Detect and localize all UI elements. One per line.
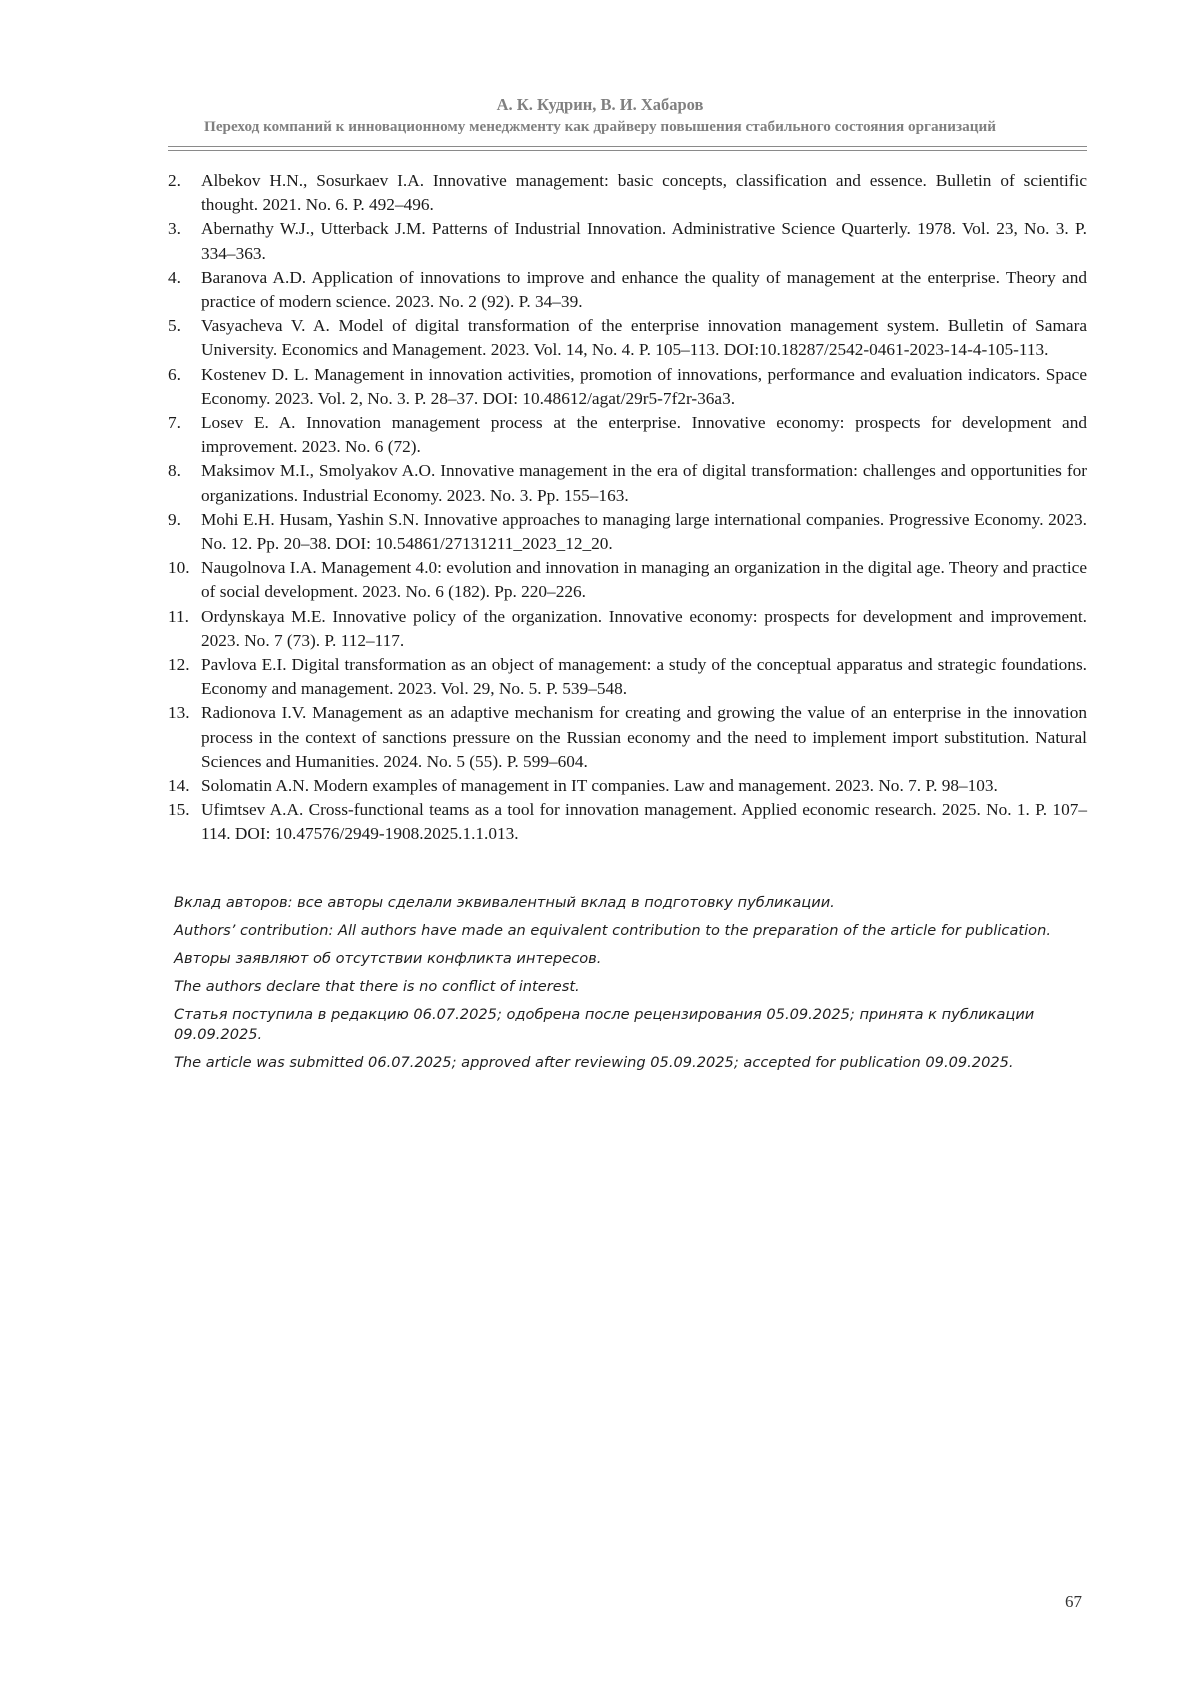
reference-text: Radionova I.V. Management as an adaptive mechanism for creating and growing the value of an enterprise in the innovation process in the context of sanctions pressure on the Russian economy and the need to implement import substitution. Natural Sciences and Humanities. 2024. No. 5 (55). P. 599–604. bbox=[201, 703, 1087, 771]
header-rule-top bbox=[168, 146, 1087, 147]
header-title: Переход компаний к инновационному менеджменту как драйверу повышения стабильного состояния организаций bbox=[204, 118, 996, 135]
reference-number: 6. bbox=[168, 364, 181, 384]
reference-number: 13. bbox=[168, 703, 190, 723]
reference-item bbox=[168, 508, 1087, 556]
page-number: 67 bbox=[1065, 1592, 1082, 1611]
dates-note-en: The article was submitted 06.07.2025; approved after reviewing 05.09.2025; accepted for publication 09.09.2025. bbox=[174, 1054, 1014, 1071]
reference-text: Mohi E.H. Husam, Yashin S.N. Innovative approaches to managing large international companies. Progressive Economy. 2023. No. 12. Pp. 20–38. DOI: 10.54861/27131211_2023_12_20. bbox=[201, 509, 1087, 554]
conflict-note-ru: Авторы заявляют об отсутствии конфликта интересов. bbox=[174, 950, 602, 967]
reference-item bbox=[168, 556, 1087, 604]
reference-item bbox=[168, 363, 1087, 411]
contribution-note-ru: Вклад авторов: все авторы сделали эквивалентный вклад в подготовку публикации. bbox=[174, 894, 835, 911]
reference-number: 5. bbox=[168, 316, 181, 336]
running-header bbox=[0, 94, 1200, 138]
header-rule-bottom bbox=[168, 150, 1087, 151]
reference-item bbox=[168, 798, 1087, 846]
article-notes bbox=[174, 893, 1094, 1081]
reference-number: 8. bbox=[168, 461, 181, 481]
dates-note-ru: Статья поступила в редакцию 06.07.2025; одобрена после рецензирования 05.09.2025; принята к публикации 09.09.2025. bbox=[174, 1006, 1035, 1043]
conflict-note-en: The authors declare that there is no conflict of interest. bbox=[174, 978, 580, 995]
reference-number: 9. bbox=[168, 509, 181, 529]
reference-number: 10. bbox=[168, 558, 190, 578]
reference-item bbox=[168, 169, 1087, 217]
reference-text: Losev E. A. Innovation management process at the enterprise. Innovative economy: prospects for development and improvement. 2023. No. 6 (72). bbox=[201, 413, 1087, 457]
reference-text: Kostenev D. L. Management in innovation activities, promotion of innovations, performance and evaluation indicators. Space Economy. 2023. Vol. 2, No. 3. P. 28–37. DOI: 10.48612/agat/29r5-7f2r-36a3. bbox=[201, 364, 1087, 408]
reference-text: Pavlova E.I. Digital transformation as an object of management: a study of the conceptual apparatus and strategic foundations. Economy and management. 2023. Vol. 29, No. 5. P. 539–548. bbox=[201, 655, 1087, 699]
reference-number: 3. bbox=[168, 219, 181, 239]
reference-number: 2. bbox=[168, 171, 181, 190]
reference-text: Maksimov M.I., Smolyakov A.O. Innovative management in the era of digital transformation: challenges and opportunities for organizations. Industrial Economy. 2023. No. 3. Pp. 155–163. bbox=[201, 461, 1087, 505]
reference-text: Naugolnova I.A. Management 4.0: evolution and innovation in managing an organization in the digital age. Theory and practice of social development. 2023. No. 6 (182). Pp. 220–226. bbox=[201, 558, 1087, 602]
reference-item bbox=[168, 217, 1087, 265]
reference-item bbox=[168, 411, 1087, 459]
reference-text: Solomatin A.N. Modern examples of management in IT companies. Law and management. 2023. No. 7. P. 98–103. bbox=[201, 776, 998, 796]
reference-number: 12. bbox=[168, 655, 190, 675]
reference-text: Albekov H.N., Sosurkaev I.A. Innovative management: basic concepts, classification and essence. Bulletin of scientific thought. 2021. No. 6. P. 492–496. bbox=[201, 171, 1087, 215]
reference-number: 4. bbox=[168, 267, 181, 287]
reference-number: 7. bbox=[168, 413, 181, 433]
reference-list bbox=[168, 169, 1087, 847]
reference-item bbox=[168, 605, 1087, 653]
reference-text: Baranova A.D. Application of innovations to improve and enhance the quality of management at the enterprise. Theory and practice of modern science. 2023. No. 2 (92). P. 34–39. bbox=[201, 267, 1087, 312]
reference-item bbox=[168, 701, 1087, 774]
reference-text: Ordynskaya M.E. Innovative policy of the organization. Innovative economy: prospects for development and improvement. 2023. No. 7 (73). P. 112–117. bbox=[201, 606, 1087, 650]
reference-item bbox=[168, 653, 1087, 701]
reference-item bbox=[168, 774, 1087, 798]
reference-item bbox=[168, 459, 1087, 507]
reference-text: Abernathy W.J., Utterback J.M. Patterns of Industrial Innovation. Administrative Science Quarterly. 1978. Vol. 23, No. 3. P. 334–363. bbox=[201, 219, 1087, 263]
reference-number: 15. bbox=[168, 800, 190, 820]
reference-item bbox=[168, 266, 1087, 314]
reference-text: Vasyacheva V. A. Model of digital transformation of the enterprise innovation management system. Bulletin of Samara University. Economics and Management. 2023. Vol. 14, No. 4. P. 105–113. DOI:10.18287/2542-0461-2023-14-4-105-113. bbox=[201, 316, 1087, 360]
contribution-note-en: Authors’ contribution: All authors have made an equivalent contribution to the preparation of the article for publication. bbox=[174, 922, 1051, 939]
header-authors: А. К. Кудрин, В. И. Хабаров bbox=[496, 95, 704, 114]
reference-number: 14. bbox=[168, 776, 190, 796]
reference-number: 11. bbox=[168, 606, 189, 626]
reference-item bbox=[168, 314, 1087, 362]
reference-text: Ufimtsev A.A. Cross-functional teams as a tool for innovation management. Applied economic research. 2025. No. 1. P. 107–114. DOI: 10.47576/2949-1908.2025.1.1.013. bbox=[201, 800, 1087, 844]
